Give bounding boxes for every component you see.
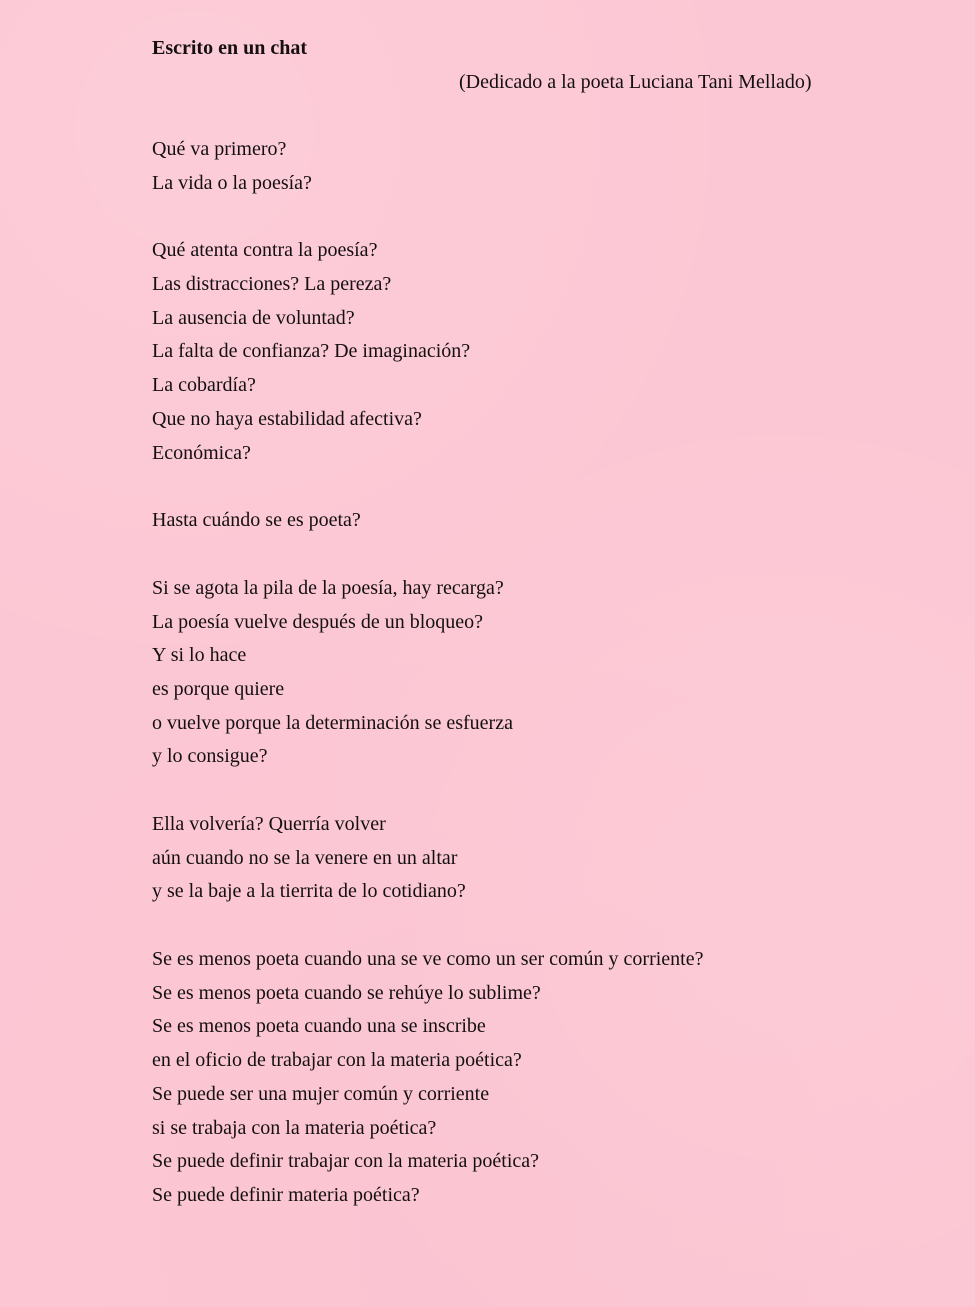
poem-line: Y si lo hace [152,644,247,667]
poem-title: Escrito en un chat [152,37,307,59]
poem-dedication: (Dedicado a la poeta Luciana Tani Mellado) [459,71,812,93]
poem-line: Las distracciones? La pereza? [152,273,392,296]
poem-line: Si se agota la pila de la poesía, hay recarga? [152,576,504,599]
poem-line: La vida o la poesía? [152,171,312,194]
poem-line: Ella volvería? Querría volver [152,813,386,835]
poem-line: Se puede definir materia poética? [152,1183,420,1206]
poem-line: La ausencia de voluntad? [152,306,355,329]
poem-line: es porque quiere [152,677,285,700]
poem-line: si se trabaja con la materia poética? [152,1116,437,1139]
poem-stanza [152,808,852,909]
poem-line: Se es menos poeta cuando una se inscribe [152,1015,486,1038]
poem-line: Hasta cuándo se es poeta? [152,509,361,532]
poem-line: Económica? [152,441,251,464]
poem-page [152,31,852,1213]
poem-line: y se la baje a la tierrita de lo cotidiano? [152,880,466,903]
poem-line: La poesía vuelve después de un bloqueo? [152,610,484,633]
poem-line: Se puede definir trabajar con la materia poética? [152,1150,540,1173]
poem-line: y lo consigue? [152,745,268,768]
poem-stanza [152,504,852,538]
poem-line: en el oficio de trabajar con la materia poética? [152,1049,522,1072]
poem-line: aún cuando no se la venere en un altar [152,846,458,869]
poem-line: o vuelve porque la determinación se esfuerza [152,711,513,734]
poem-line: Se es menos poeta cuando una se ve como un ser común y corriente? [152,948,704,971]
poem-line: Se es menos poeta cuando se rehúye lo sublime? [152,981,541,1004]
poem-stanza [152,943,852,1213]
poem-stanza [152,133,852,200]
poem-stanza [152,234,852,470]
poem-line: Qué atenta contra la poesía? [152,239,378,262]
poem-line: Que no haya estabilidad afectiva? [152,407,422,430]
poem-stanza [152,572,852,774]
poem-line: Qué va primero? [152,138,287,160]
poem-body [152,133,852,1213]
poem-line: Se puede ser una mujer común y corriente [152,1082,490,1105]
poem-line: La cobardía? [152,374,256,397]
poem-line: La falta de confianza? De imaginación? [152,340,471,363]
